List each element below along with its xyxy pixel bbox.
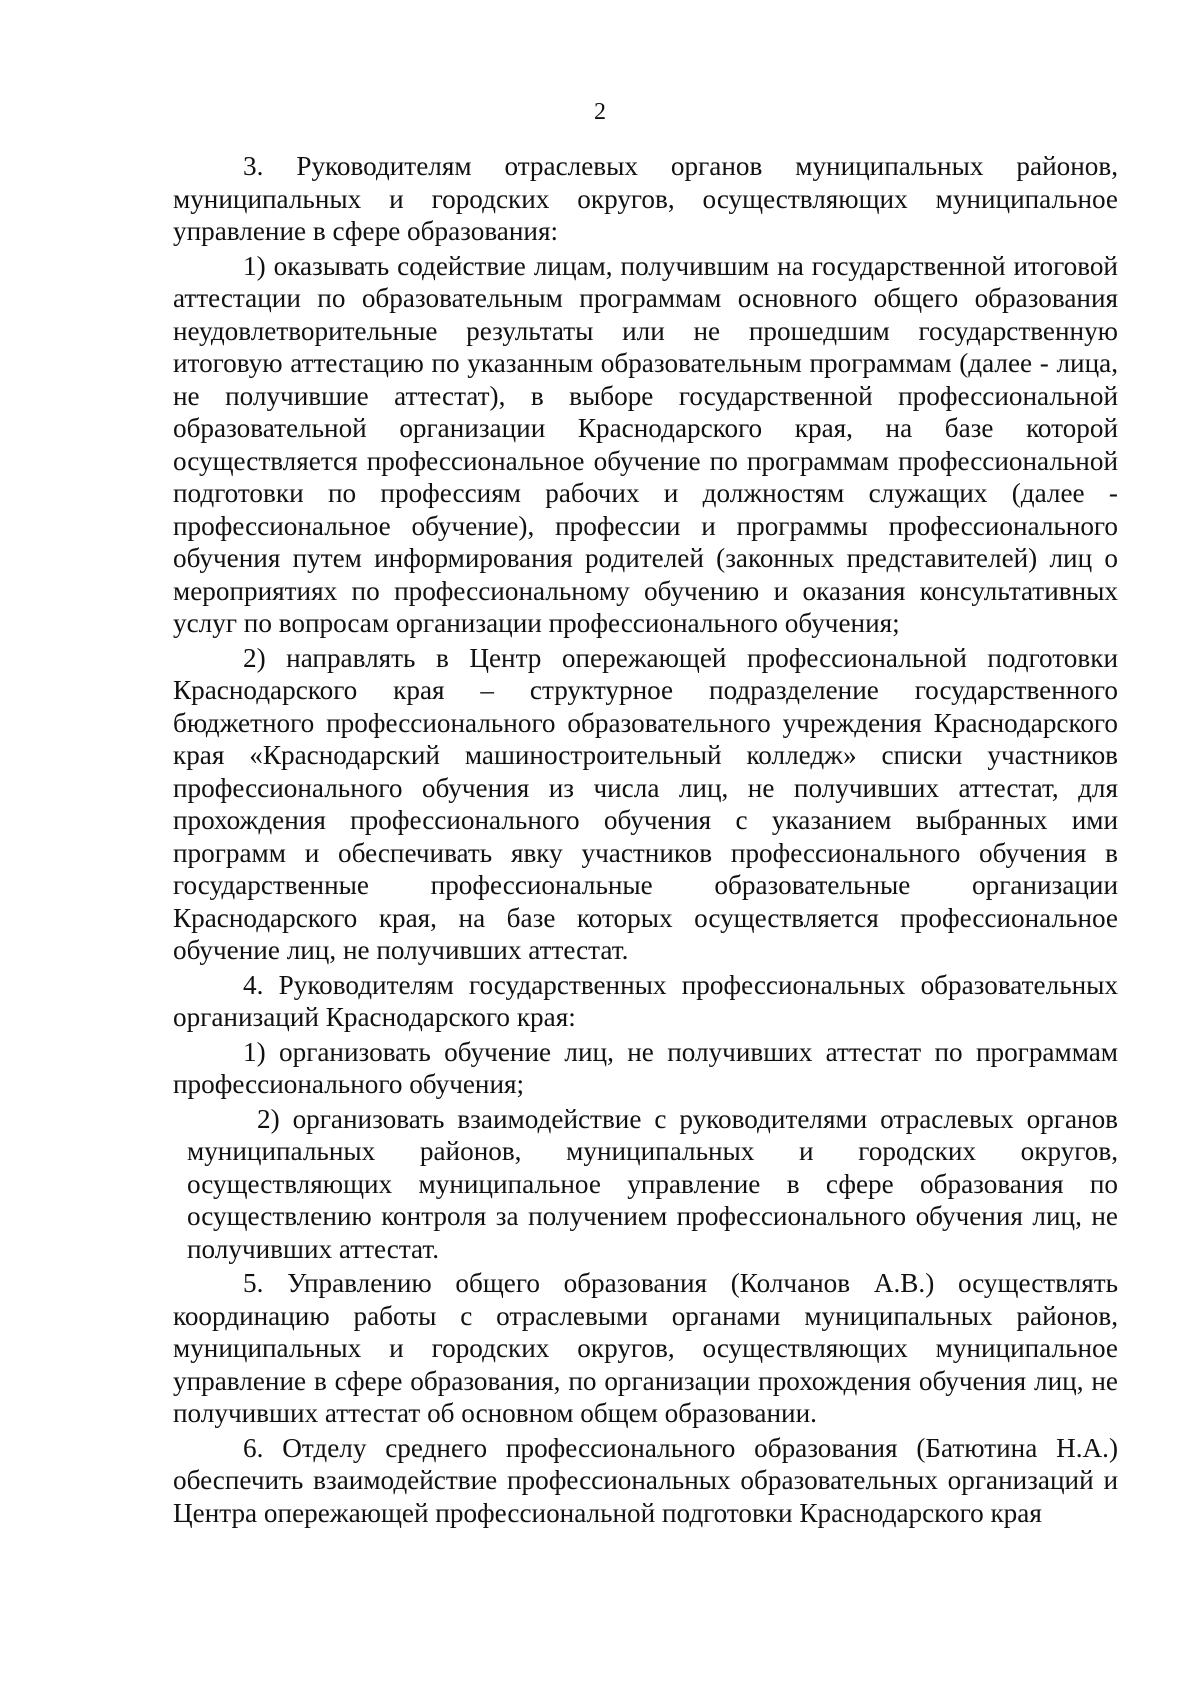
- paragraph-6: 6. Отделу среднего профессионального образования (Батютина Н.А.) обеспечить взаимодействие профессиональных образовательных организаций и Центра опережающей профессиональной подготовки Краснодарского края: [173, 1432, 1118, 1528]
- paragraph-4-2: 2) организовать взаимодействие с руководителями отраслевых органов муниципальных районов, муниципальных и городских округов, осуществляющих муниципальное управление в сфере образования по осуществлению контроля за получением профессионального обучения лиц, не получивших аттестат.: [187, 1103, 1118, 1264]
- paragraph-3-2: 2) направлять в Центр опережающей профессиональной подготовки Краснодарского края – структурное подразделение государственного бюджетного профессионального образовательного учреждения Краснодарского края «Краснодарский машиностроительный колледж» списки участников профессионального обучения из числа лиц, не получивших аттестат, для прохождения профессионального обучения с указанием выбранных ими программ и обеспечивать явку участников профессионального обучения в государственные профессиональные образовательные организации Краснодарского края, на базе которых осуществляется профессиональное обучение лиц, не получивших аттестат.: [173, 642, 1118, 965]
- paragraph-5: 5. Управлению общего образования (Колчанов А.В.) осуществлять координацию работы с отраслевыми органами муниципальных районов, муниципальных и городских округов, осуществляющих муниципальное управление в сфере образования, по организации прохождения обучения лиц, не получивших аттестат об основном общем образовании.: [173, 1268, 1118, 1428]
- paragraph-4: 4. Руководителям государственных профессиональных образовательных организаций Краснодарского края:: [173, 969, 1118, 1032]
- page-number: 2: [594, 99, 606, 125]
- document-body: [173, 150, 1118, 1529]
- paragraph-4-1: 1) организовать обучение лиц, не получивших аттестат по программам профессионального обучения;: [173, 1036, 1118, 1099]
- paragraph-3: 3. Руководителям отраслевых органов муниципальных районов, муниципальных и городских округов, осуществляющих муниципальное управление в сфере образования:: [173, 151, 1118, 246]
- paragraph-3-1: 1) оказывать содействие лицам, получившим на государственной итоговой аттестации по образовательным программам основного общего образования неудовлетворительные результаты или не прошедшим государственную итоговую аттестацию по указанным образовательным программам (далее - лица, не получившие аттестат), в выборе государственной профессиональной образовательной организации Краснодарского края, на базе которой осуществляется профессиональное обучение по программам профессиональной подготовки по профессиям рабочих и должностям служащих (далее - профессиональное обучение), профессии и программы профессионального обучения путем информирования родителей (законных представителей) лиц о мероприятиях по профессиональному обучению и оказания консультативных услуг по вопросам организации профессионального обучения;: [173, 250, 1118, 638]
